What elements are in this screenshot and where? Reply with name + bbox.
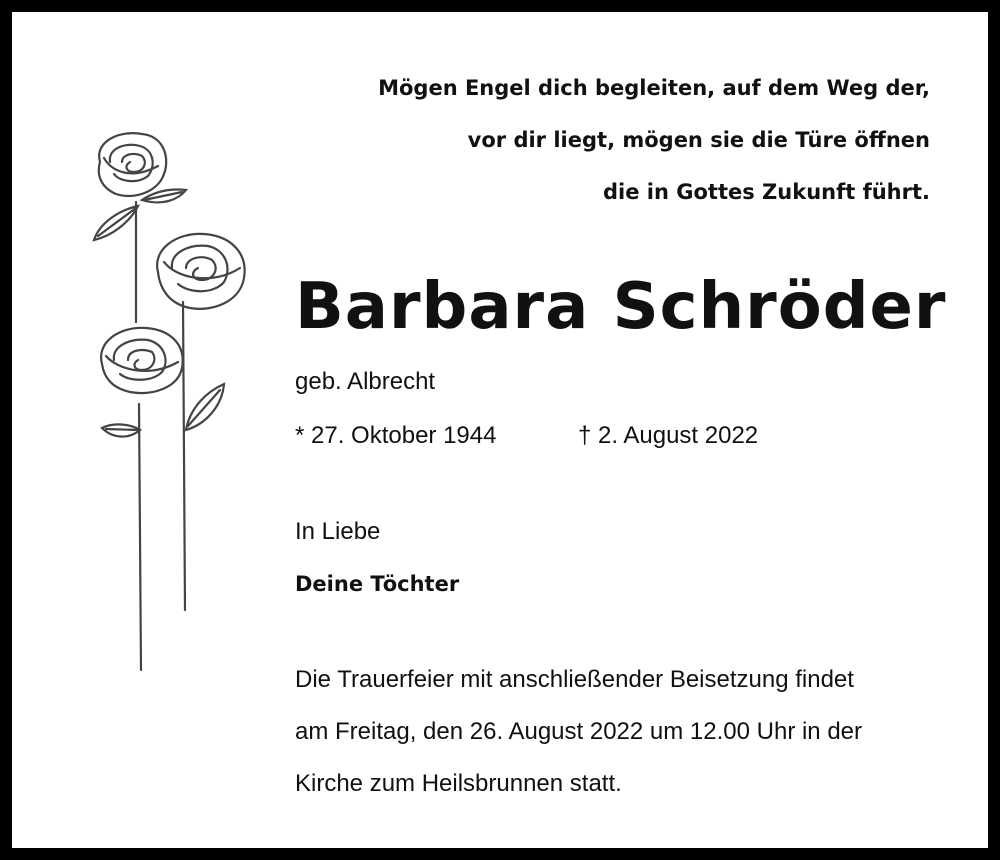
birth-date: * 27. Oktober 1944: [295, 422, 497, 449]
deceased-name: Barbara Schröder: [295, 270, 947, 344]
signed-by: Deine Töchter: [295, 572, 460, 596]
verse-line: die in Gottes Zukunft führt.: [603, 180, 930, 204]
notice-line: Die Trauerfeier mit anschließender Beisetzung findet: [295, 666, 854, 693]
death-date: † 2. August 2022: [578, 422, 759, 449]
roses-line-drawing-icon: [72, 122, 272, 682]
verse-block: [378, 72, 930, 228]
verse-line: vor dir liegt, mögen sie die Türe öffnen: [467, 128, 930, 152]
greeting: In Liebe: [295, 518, 381, 545]
obituary-card: [12, 12, 988, 848]
notice-line: Kirche zum Heilsbrunnen statt.: [295, 770, 622, 797]
funeral-notice: [295, 664, 862, 820]
verse-line: Mögen Engel dich begleiten, auf dem Weg der,: [378, 76, 930, 100]
notice-line: am Freitag, den 26. August 2022 um 12.00 Uhr in der: [295, 718, 863, 745]
birth-name: geb. Albrecht: [295, 368, 436, 395]
